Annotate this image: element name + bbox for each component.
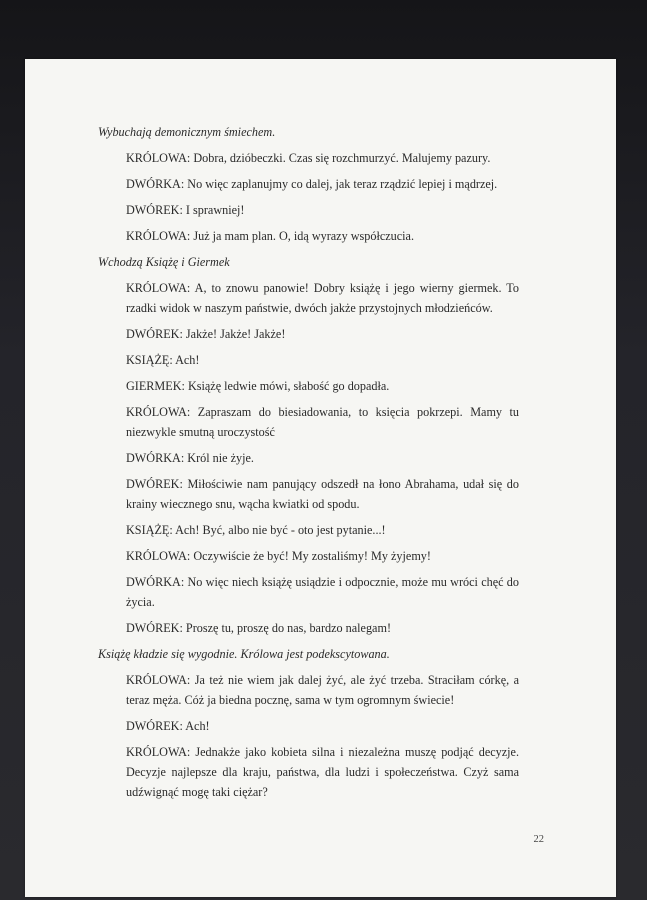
dialogue-line: DWÓREK: Proszę tu, proszę do nas, bardzo nalegam! bbox=[126, 621, 392, 635]
dialogue-line: KRÓLOWA: Jednakże jako kobieta silna i niezależna muszę podjąć decyzje. Decyzje najlepsze dla kraju, państwa, dla ludzi i społeczeństwa. Czyż sama udźwignąć mogę taki ciężar? bbox=[126, 745, 519, 799]
dialogue-line: KRÓLOWA: Zapraszam do biesiadowania, to księcia pokrzepi. Mamy tu niezwykle smutną uroczystość bbox=[126, 405, 519, 439]
dialogue-line: DWÓREK: Miłościwie nam panujący odszedł na łono Abrahama, udał się do krainy wiecznego snu, wącha kwiatki od spodu. bbox=[126, 477, 519, 511]
dialogue-line: KRÓLOWA: Dobra, dzióbeczki. Czas się rozchmurzyć. Malujemy pazury. bbox=[126, 151, 491, 165]
dialogue-line: DWÓREK: Jakże! Jakże! Jakże! bbox=[126, 327, 286, 341]
document-page bbox=[25, 59, 616, 897]
script-text bbox=[99, 122, 519, 802]
dialogue-line: DWÓRKA: No więc zaplanujmy co dalej, jak teraz rządzić lepiej i mądrzej. bbox=[126, 177, 498, 191]
dialogue-line: DWÓREK: Ach! bbox=[126, 719, 210, 733]
stage-direction: Wchodzą Książę i Giermek bbox=[98, 255, 230, 269]
dialogue-line: KRÓLOWA: Już ja mam plan. O, idą wyrazy współczucia. bbox=[126, 229, 415, 243]
stage-direction: Wybuchają demonicznym śmiechem. bbox=[98, 125, 276, 139]
dialogue-line: GIERMEK: Książę ledwie mówi, słabość go dopadła. bbox=[126, 379, 390, 393]
dialogue-line: KSIĄŻĘ: Ach! bbox=[126, 353, 200, 367]
dialogue-line: DWÓRKA: No więc niech książę usiądzie i odpocznie, może mu wróci chęć do życia. bbox=[126, 575, 519, 609]
dialogue-line: KSIĄŻĘ: Ach! Być, albo nie być - oto jest pytanie...! bbox=[126, 523, 386, 537]
page-number: 22 bbox=[533, 834, 544, 845]
dialogue-line: DWÓRKA: Król nie żyje. bbox=[126, 451, 254, 465]
dialogue-line: KRÓLOWA: Oczywiście że być! My zostaliśmy! My żyjemy! bbox=[126, 549, 431, 563]
stage-direction: Książę kładzie się wygodnie. Królowa jest podekscytowana. bbox=[98, 647, 390, 661]
dialogue-line: KRÓLOWA: Ja też nie wiem jak dalej żyć, ale żyć trzeba. Straciłam córkę, a teraz męża. Cóż ja biedna pocznę, sama w tym ogromnym świecie! bbox=[126, 673, 519, 707]
dialogue-line: DWÓREK: I sprawniej! bbox=[126, 203, 245, 217]
dialogue-line: KRÓLOWA: A, to znowu panowie! Dobry książę i jego wierny giermek. To rzadki widok w naszym państwie, dwóch jakże przystojnych młodzieńców. bbox=[126, 281, 519, 315]
